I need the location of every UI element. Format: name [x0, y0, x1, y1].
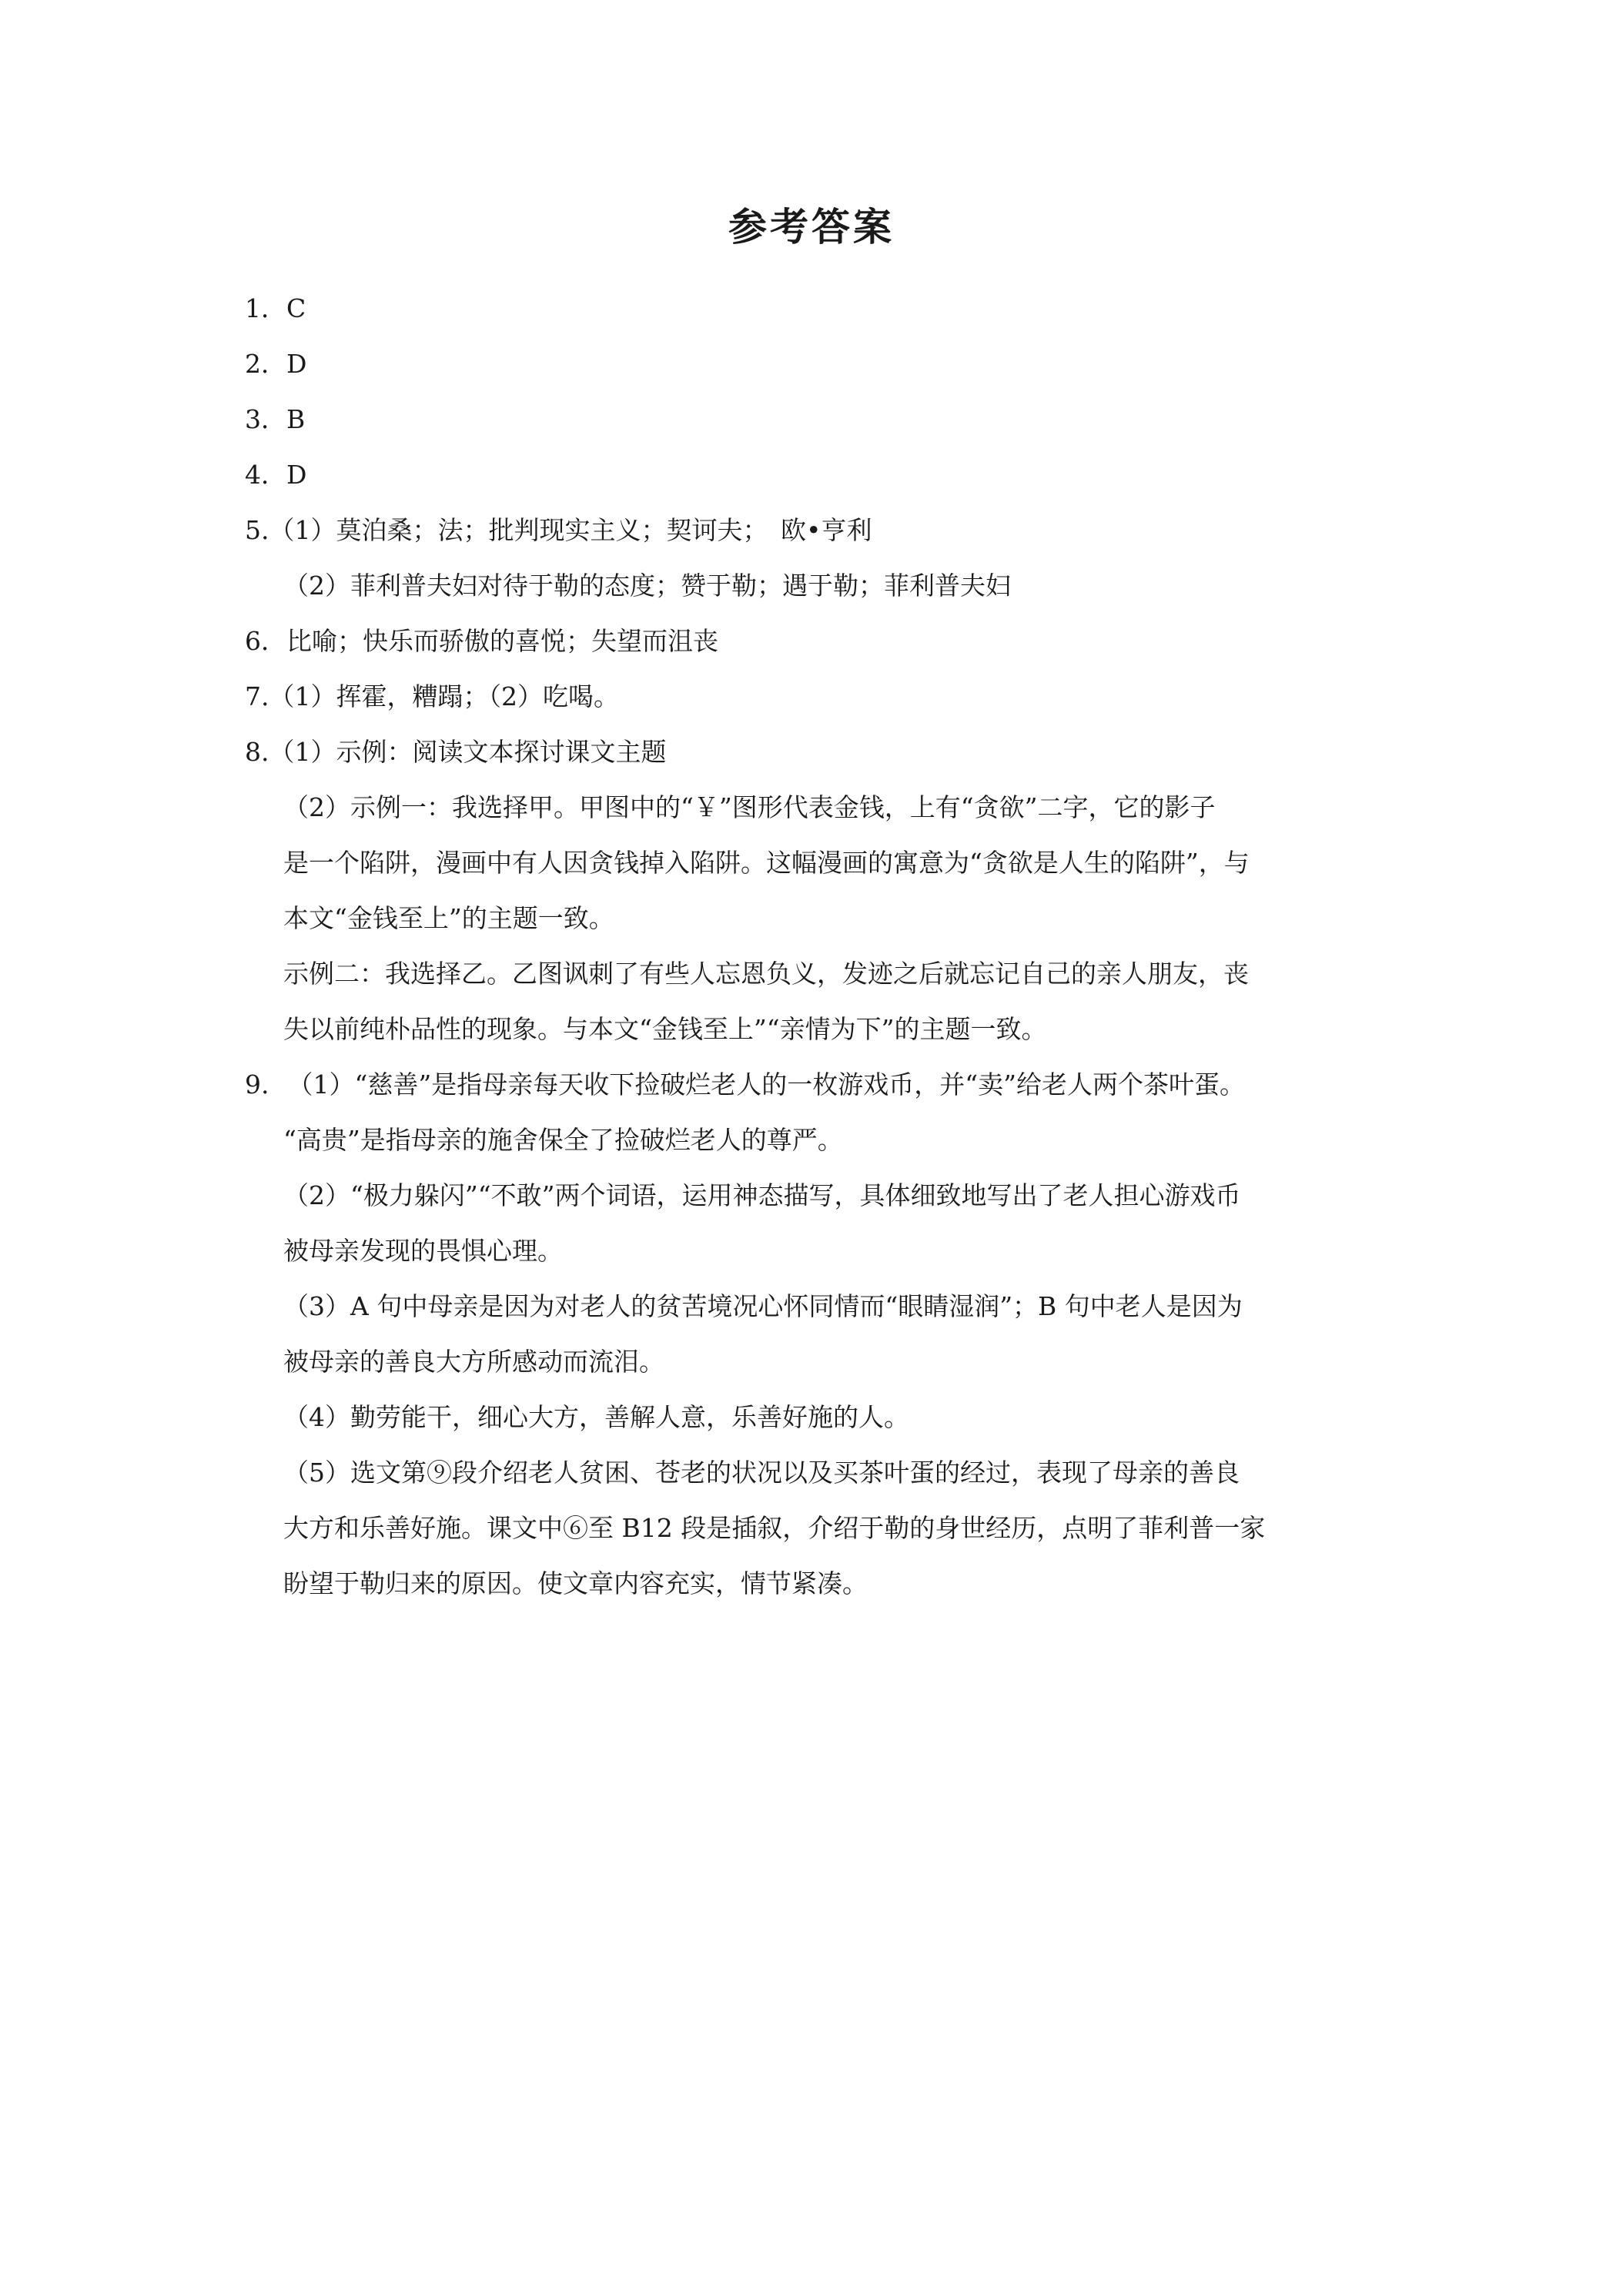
answer-9-part-2-line-1: （2）“极力躲闪”“不敢”两个词语，运用神态描写，具体细致地写出了老人担心游戏币: [283, 1180, 1241, 1210]
answer-1: 1．C: [245, 293, 306, 323]
answer-list: [245, 281, 1392, 1612]
answer-8-part-3-line-1: 示例二：我选择乙。乙图讽刺了有些人忘恩负义，发迹之后就忘记自己的亲人朋友，丧: [283, 959, 1249, 989]
answer-9-part-4: （4）勤劳能干，细心大方，善解人意，乐善好施的人。: [283, 1402, 909, 1432]
answer-8-part-3-line-2: 失以前纯朴品性的现象。与本文“金钱至上”“亲情为下”的主题一致。: [283, 1014, 1047, 1044]
answer-9-part-1-text: （1）“慈善”是指母亲每天收下捡破烂老人的一枚游戏币，并“卖”给老人两个茶叶蛋。: [287, 1069, 1245, 1099]
answer-9-part-5-line-2: 大方和乐善好施。课文中⑥至 B12 段是插叙，介绍于勒的身世经历，点明了菲利普一家: [283, 1513, 1266, 1543]
answer-9-part-3-line-1: （3）A 句中母亲是因为对老人的贫苦境况心怀同情而“眼睛湿润”；B 句中老人是因为: [283, 1291, 1243, 1321]
answer-9-part-2-line-2: 被母亲发现的畏惧心理。: [283, 1236, 563, 1266]
answer-9-part-5-line-1: （5）选文第⑨段介绍老人贫困、苍老的状况以及买茶叶蛋的经过，表现了母亲的善良: [283, 1458, 1240, 1488]
answer-5-part-1: 5.（1）莫泊桑；法；批判现实主义；契诃夫； 欧•亨利: [245, 515, 872, 545]
answer-9-part-1-line-1: [245, 1057, 1392, 1113]
answer-6: 6．比喻；快乐而骄傲的喜悦；失望而沮丧: [245, 626, 718, 656]
answer-8-part-2-line-1: （2）示例一：我选择甲。甲图中的“￥”图形代表金钱，上有“贪欲”二字，它的影子: [283, 792, 1216, 822]
answer-2: 2．D: [245, 349, 307, 379]
answer-9-part-1-line-2: “高贵”是指母亲的施舍保全了捡破烂老人的尊严。: [283, 1125, 843, 1155]
page-title: 参考答案: [728, 204, 895, 249]
answer-4: 4．D: [245, 460, 307, 490]
answer-7: 7.（1）挥霍，糟蹋；（2）吃喝。: [245, 681, 619, 711]
answer-8-part-2-line-2: 是一个陷阱，漫画中有人因贪钱掉入陷阱。这幅漫画的寓意为“贪欲是人生的陷阱”，与: [283, 848, 1250, 878]
answer-5-part-2: （2）菲利普夫妇对待于勒的态度；赞于勒；遇于勒；菲利普夫妇: [283, 571, 1011, 601]
answer-8-part-2-line-3: 本文“金钱至上”的主题一致。: [283, 903, 614, 933]
answer-3: 3．B: [245, 404, 306, 434]
answer-8-part-1: 8.（1）示例：阅读文本探讨课文主题: [245, 737, 667, 767]
answer-9-part-5-line-3: 盼望于勒归来的原因。使文章内容充实，情节紧凑。: [283, 1568, 868, 1598]
answer-9-number: 9.: [245, 1069, 269, 1099]
answer-9-part-3-line-2: 被母亲的善良大方所感动而流泪。: [283, 1347, 664, 1377]
